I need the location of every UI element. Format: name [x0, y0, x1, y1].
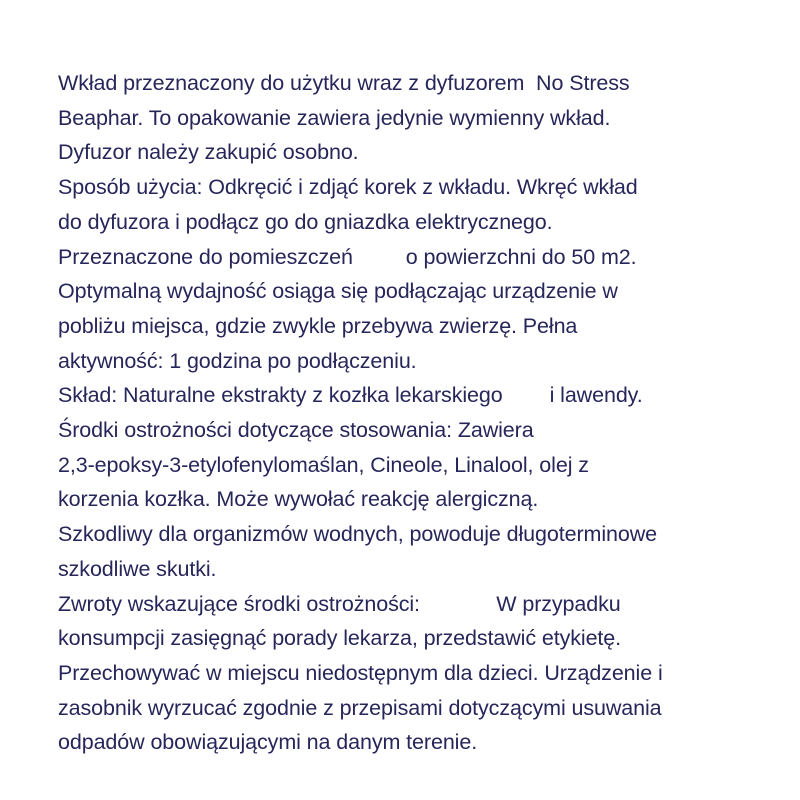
text-line-18: Przechowywać w miejscu niedostępnym dla dzieci. Urządzenie i: [58, 660, 663, 685]
text-line-11: Środki ostrożności dotyczące stosowania: Zawiera: [58, 418, 534, 443]
text-line-12: 2,3-epoksy-3-etylofenylomaślan, Cineole, Linalool, olej z: [58, 452, 589, 477]
text-line-7: Optymalną wydajność osiąga się podłączając urządzenie w: [58, 279, 618, 304]
text-line-14: Szkodliwy dla organizmów wodnych, powoduje długoterminowe: [58, 522, 658, 547]
text-line-10: Skład: Naturalne ekstrakty z kozłka lekarskiego i lawendy.: [58, 383, 643, 408]
text-line-6: Przeznaczone do pomieszczeń o powierzchni do 50 m2.: [58, 244, 637, 269]
text-line-16: Zwroty wskazujące środki ostrożności: W przypadku: [58, 591, 621, 616]
text-line-17: konsumpcji zasięgnąć porady lekarza, przedstawić etykietę.: [58, 626, 622, 651]
text-line-5: do dyfuzora i podłącz go do gniazdka elektrycznego.: [58, 209, 553, 234]
product-label-text: [58, 66, 778, 760]
text-line-9: aktywność: 1 godzina po podłączeniu.: [58, 348, 417, 373]
text-line-8: pobliżu miejsca, gdzie zwykle przebywa zwierzę. Pełna: [58, 313, 578, 338]
text-line-2: Beaphar. To opakowanie zawiera jedynie wymienny wkład.: [58, 105, 611, 130]
text-line-15: szkodliwe skutki.: [58, 556, 217, 581]
text-line-1: Wkład przeznaczony do użytku wraz z dyfuzorem No Stress: [58, 71, 630, 95]
text-line-13: korzenia kozłka. Może wywołać reakcję alergiczną.: [58, 487, 539, 512]
text-line-4: Sposób użycia: Odkręcić i zdjąć korek z wkładu. Wkręć wkład: [58, 175, 638, 200]
text-line-3: Dyfuzor należy zakupić osobno.: [58, 140, 359, 165]
text-line-19: zasobnik wyrzucać zgodnie z przepisami dotyczącymi usuwania: [58, 695, 662, 720]
text-line-20: odpadów obowiązującymi na danym terenie.: [58, 730, 478, 755]
